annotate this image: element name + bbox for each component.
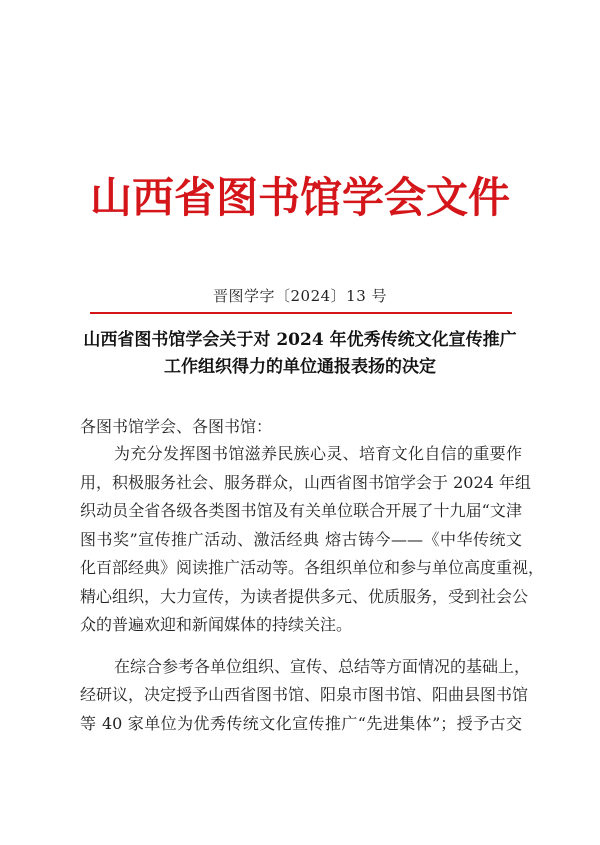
document-title — [60, 327, 540, 381]
title-line-1: 山西省图书馆学会关于对 2024 年优秀传统文化宣传推广 — [83, 330, 517, 350]
salutation: 各图书馆学会、各图书馆： — [80, 417, 273, 436]
paragraph-1-line: 精心组织，大力宣传，为读者提供多元、优质服务，受到社会公 — [80, 586, 529, 606]
paragraph-1-line: 图书奖”宣传推广活动、激活经典 熔古铸今——《中华传统文 — [80, 529, 522, 549]
title-line-2: 工作组织得力的单位通报表扬的决定 — [164, 357, 436, 377]
paragraph-2-line: 在综合参考各单位组织、宣传、总结等方面情况的基础上， — [114, 656, 531, 676]
paragraph-2-line: 等 40 家单位为优秀传统文化宣传推广“先进集体”；授予古交 — [80, 713, 522, 733]
paragraph-1-line: 众的普遍欢迎和新闻媒体的持续关注。 — [80, 615, 353, 634]
paragraph-1-line: 织动员全省各级各类图书馆及有关单位联合开展了十九届“文津 — [80, 501, 522, 520]
body-text — [80, 440, 545, 738]
paragraph-1-line: 化百部经典》阅读推广活动等。各组织单位和参与单位高度重视， — [80, 558, 545, 577]
red-divider-line — [90, 312, 512, 314]
document-number: 晋图学字〔2024〕13 号 — [212, 287, 388, 305]
paragraph-1-line: 为充分发挥图书馆滋养民族心灵、培育文化自信的重要作 — [114, 444, 522, 463]
issuer-title: 山西省图书馆学会文件 — [89, 173, 510, 222]
paragraph-1-line: 用，积极服务社会、服务群众，山西省图书馆学会于 2024 年组 — [80, 472, 531, 492]
paragraph-2-line: 经研议，决定授予山西省图书馆、阳泉市图书馆、阳曲县图书馆 — [80, 685, 529, 704]
